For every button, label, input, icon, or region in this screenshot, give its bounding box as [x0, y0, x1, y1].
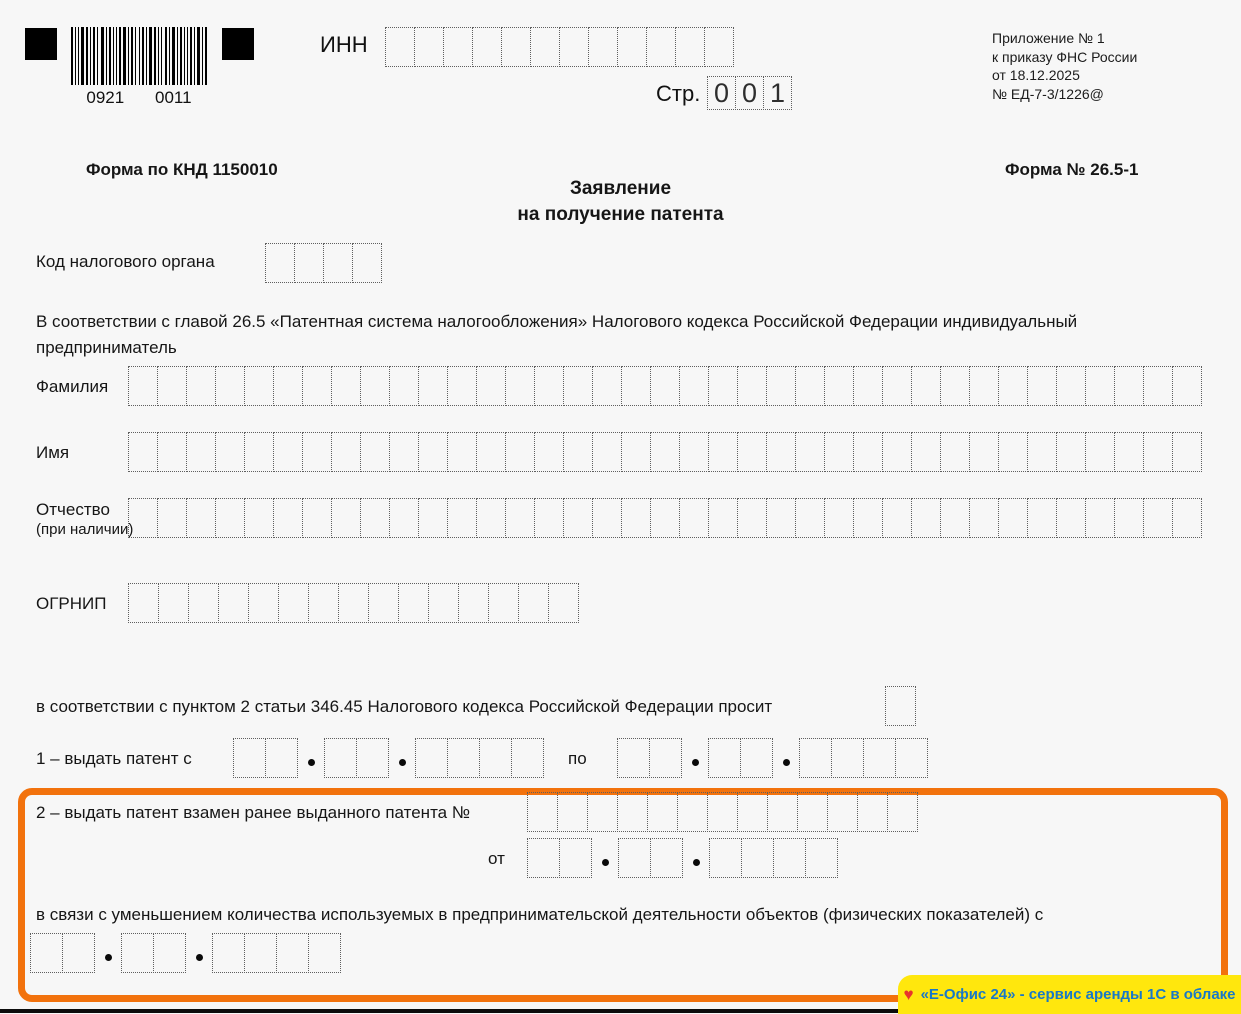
character-cell[interactable]	[863, 738, 896, 778]
character-cell[interactable]	[360, 498, 390, 538]
character-cell[interactable]	[805, 838, 838, 878]
character-cell[interactable]	[323, 243, 353, 283]
character-cell[interactable]	[650, 498, 680, 538]
character-cell[interactable]	[1114, 432, 1144, 472]
appendix-line-2: к приказу ФНС России	[992, 48, 1138, 65]
character-cell[interactable]	[273, 432, 303, 472]
character-cell[interactable]	[1172, 432, 1202, 472]
character-cell[interactable]	[1114, 366, 1144, 406]
character-cell[interactable]	[557, 792, 588, 832]
character-cell[interactable]	[418, 366, 448, 406]
character-cell[interactable]	[1114, 498, 1144, 538]
patronymic-label: Отчество	[36, 500, 110, 519]
character-cell[interactable]	[679, 432, 709, 472]
form-title-line-1: Заявление	[569, 178, 672, 199]
character-cell[interactable]	[853, 432, 883, 472]
character-cell[interactable]	[767, 792, 798, 832]
character-cell[interactable]	[338, 583, 369, 623]
character-cell[interactable]	[650, 366, 680, 406]
ogrnip-label: ОГРНИП	[36, 594, 107, 613]
character-cell[interactable]	[518, 583, 549, 623]
character-cell[interactable]	[799, 738, 832, 778]
character-cell[interactable]	[621, 432, 651, 472]
character-cell[interactable]	[389, 432, 419, 472]
character-cell[interactable]	[704, 27, 734, 67]
character-cell[interactable]	[418, 498, 448, 538]
character-cell[interactable]	[188, 583, 219, 623]
character-cell[interactable]	[592, 498, 622, 538]
barcode-digits-right: 0011	[155, 88, 192, 107]
form-title	[0, 176, 1241, 228]
reduction-date-field[interactable]	[30, 933, 341, 973]
character-cell[interactable]	[588, 27, 618, 67]
option1-label: 1 – выдать патент с	[36, 749, 192, 768]
character-cell[interactable]	[563, 366, 593, 406]
character-cell[interactable]	[308, 583, 339, 623]
character-cell[interactable]	[882, 432, 912, 472]
character-cell[interactable]	[940, 498, 970, 538]
character-cell[interactable]	[476, 432, 506, 472]
character-cell[interactable]	[853, 498, 883, 538]
character-cell[interactable]	[501, 27, 531, 67]
registration-mark-right	[222, 28, 254, 60]
character-cell[interactable]	[1143, 498, 1173, 538]
character-cell[interactable]	[244, 366, 274, 406]
character-cell[interactable]	[128, 583, 159, 623]
character-cell: 0	[735, 76, 764, 110]
patronymic-note: (при наличии)	[36, 521, 134, 538]
character-cell[interactable]	[511, 738, 544, 778]
character-cell[interactable]	[1056, 366, 1086, 406]
character-cell[interactable]	[534, 498, 564, 538]
character-cell[interactable]	[911, 366, 941, 406]
character-cell[interactable]	[773, 838, 806, 878]
registration-mark-left	[25, 28, 57, 60]
character-cell[interactable]	[186, 498, 216, 538]
option2-reason-text: в связи с уменьшением количества используемых в предпринимательской деятельности объектов (физических показателей) с	[36, 905, 1044, 924]
character-cell[interactable]	[737, 498, 767, 538]
date-separator-dot	[95, 933, 121, 973]
character-cell[interactable]	[737, 792, 768, 832]
patent-start-date-field[interactable]	[233, 738, 544, 778]
character-cell[interactable]	[215, 366, 245, 406]
character-cell[interactable]	[488, 583, 519, 623]
character-cell[interactable]	[824, 498, 854, 538]
character-cell[interactable]	[186, 432, 216, 472]
date-separator-dot	[683, 838, 709, 878]
character-cell[interactable]	[831, 738, 864, 778]
request-text: в соответствии с пунктом 2 статьи 346.45 Налогового кодекса Российской Федерации просит	[36, 697, 773, 716]
character-cell[interactable]	[1085, 498, 1115, 538]
character-cell[interactable]	[158, 583, 189, 623]
character-cell[interactable]	[418, 432, 448, 472]
character-cell[interactable]	[647, 792, 678, 832]
character-cell[interactable]	[128, 432, 158, 472]
character-cell[interactable]	[649, 738, 682, 778]
character-cell[interactable]	[617, 738, 650, 778]
option1-to-label: по	[568, 749, 587, 768]
date-separator-dot	[298, 738, 324, 778]
character-cell[interactable]	[853, 366, 883, 406]
form-title-line-2: на получение патента	[517, 204, 724, 225]
character-cell[interactable]	[969, 498, 999, 538]
character-cell[interactable]	[472, 27, 502, 67]
character-cell[interactable]	[331, 432, 361, 472]
character-cell[interactable]	[244, 498, 274, 538]
page-number-field	[707, 76, 792, 110]
character-cell[interactable]	[121, 933, 154, 973]
character-cell[interactable]	[360, 432, 390, 472]
appendix-line-4: № ЕД-7-3/1226@	[992, 85, 1104, 102]
character-cell[interactable]	[797, 792, 828, 832]
character-cell[interactable]	[737, 432, 767, 472]
character-cell[interactable]	[244, 933, 277, 973]
character-cell[interactable]	[618, 838, 651, 878]
character-cell[interactable]	[827, 792, 858, 832]
character-cell[interactable]	[617, 27, 647, 67]
request-code-field[interactable]	[885, 686, 916, 726]
character-cell[interactable]	[1056, 498, 1086, 538]
character-cell[interactable]	[534, 366, 564, 406]
character-cell[interactable]	[308, 933, 341, 973]
character-cell[interactable]	[824, 432, 854, 472]
character-cell[interactable]	[646, 27, 676, 67]
character-cell[interactable]	[650, 432, 680, 472]
first-name-field[interactable]	[128, 432, 1202, 472]
character-cell[interactable]	[415, 738, 448, 778]
character-cell[interactable]	[447, 432, 477, 472]
character-cell[interactable]	[677, 792, 708, 832]
character-cell[interactable]	[887, 792, 918, 832]
character-cell[interactable]	[276, 933, 309, 973]
character-cell[interactable]	[1085, 432, 1115, 472]
surname-field[interactable]	[128, 366, 1202, 406]
barcode	[71, 27, 207, 85]
character-cell[interactable]	[479, 738, 512, 778]
character-cell[interactable]	[708, 498, 738, 538]
character-cell[interactable]	[212, 933, 245, 973]
tax-authority-code-field[interactable]	[265, 243, 382, 283]
character-cell[interactable]	[527, 792, 558, 832]
character-cell[interactable]	[302, 366, 332, 406]
character-cell[interactable]	[505, 366, 535, 406]
character-cell[interactable]	[530, 27, 560, 67]
knd-form-label: Форма по КНД 1150010	[86, 160, 278, 179]
character-cell[interactable]	[302, 498, 332, 538]
character-cell[interactable]	[352, 243, 382, 283]
character-cell[interactable]	[534, 432, 564, 472]
character-cell[interactable]	[563, 432, 593, 472]
character-cell[interactable]	[766, 432, 796, 472]
character-cell[interactable]	[1085, 366, 1115, 406]
character-cell[interactable]	[737, 366, 767, 406]
character-cell[interactable]	[766, 366, 796, 406]
character-cell[interactable]	[278, 583, 309, 623]
character-cell[interactable]	[559, 27, 589, 67]
character-cell[interactable]	[998, 432, 1028, 472]
character-cell[interactable]	[447, 366, 477, 406]
heart-icon: ♥	[903, 984, 914, 1004]
character-cell[interactable]	[998, 498, 1028, 538]
appendix-line-1: Приложение № 1	[992, 30, 1105, 46]
character-cell[interactable]	[302, 432, 332, 472]
character-cell[interactable]	[1027, 366, 1057, 406]
character-cell[interactable]	[795, 498, 825, 538]
ogrnip-field[interactable]	[128, 583, 579, 623]
character-cell[interactable]	[621, 366, 651, 406]
character-cell[interactable]	[882, 366, 912, 406]
character-cell[interactable]	[273, 498, 303, 538]
character-cell[interactable]	[186, 366, 216, 406]
date-separator-dot	[186, 933, 212, 973]
character-cell[interactable]	[218, 583, 249, 623]
character-cell[interactable]	[1027, 432, 1057, 472]
character-cell[interactable]	[885, 686, 916, 726]
character-cell[interactable]	[157, 366, 187, 406]
character-cell[interactable]	[707, 792, 738, 832]
character-cell[interactable]	[215, 498, 245, 538]
intro-paragraph: В соответствии с главой 26.5 «Патентная система налогообложения» Налогового кодекса Российской Федерации индивидуальный предприниматель	[36, 312, 1078, 357]
character-cell[interactable]	[62, 933, 95, 973]
character-cell[interactable]	[157, 432, 187, 472]
character-cell[interactable]	[621, 498, 651, 538]
character-cell[interactable]	[679, 366, 709, 406]
character-cell[interactable]	[766, 498, 796, 538]
character-cell[interactable]	[428, 583, 459, 623]
character-cell[interactable]	[795, 432, 825, 472]
character-cell[interactable]	[1143, 432, 1173, 472]
character-cell[interactable]	[458, 583, 489, 623]
character-cell[interactable]	[324, 738, 357, 778]
character-cell[interactable]	[265, 243, 295, 283]
character-cell[interactable]	[153, 933, 186, 973]
barcode-digits-left: 0921	[86, 88, 125, 107]
character-cell[interactable]	[679, 498, 709, 538]
character-cell[interactable]	[447, 498, 477, 538]
character-cell[interactable]	[708, 738, 741, 778]
character-cell[interactable]	[265, 738, 298, 778]
inn-field[interactable]	[385, 27, 734, 67]
character-cell[interactable]	[548, 583, 579, 623]
character-cell[interactable]	[356, 738, 389, 778]
character-cell[interactable]	[398, 583, 429, 623]
character-cell[interactable]	[911, 498, 941, 538]
surname-label: Фамилия	[36, 377, 109, 396]
character-cell[interactable]	[1172, 366, 1202, 406]
character-cell[interactable]	[795, 366, 825, 406]
character-cell: 0	[707, 76, 736, 110]
character-cell[interactable]	[740, 738, 773, 778]
character-cell[interactable]	[911, 432, 941, 472]
character-cell[interactable]	[969, 432, 999, 472]
patent-end-date-field[interactable]	[617, 738, 928, 778]
character-cell[interactable]	[360, 366, 390, 406]
character-cell[interactable]	[385, 27, 415, 67]
character-cell[interactable]	[708, 366, 738, 406]
character-cell[interactable]	[505, 498, 535, 538]
character-cell[interactable]	[476, 498, 506, 538]
character-cell[interactable]	[331, 366, 361, 406]
inn-label: ИНН	[320, 32, 368, 57]
character-cell[interactable]	[824, 366, 854, 406]
character-cell[interactable]	[563, 498, 593, 538]
character-cell[interactable]	[233, 738, 266, 778]
character-cell[interactable]	[476, 366, 506, 406]
character-cell[interactable]	[857, 792, 888, 832]
character-cell[interactable]	[1056, 432, 1086, 472]
character-cell[interactable]	[443, 27, 473, 67]
eoffice24-promo-badge[interactable]	[898, 975, 1241, 1014]
option2-label: 2 – выдать патент взамен ранее выданного патента №	[36, 803, 471, 822]
appendix-reference	[992, 29, 1137, 103]
character-cell[interactable]	[709, 838, 742, 878]
tax-authority-code-label: Код налогового органа	[36, 252, 215, 271]
character-cell[interactable]	[248, 583, 279, 623]
character-cell[interactable]	[940, 432, 970, 472]
character-cell[interactable]	[1172, 498, 1202, 538]
form-number-label: Форма № 26.5-1	[1005, 160, 1139, 179]
character-cell[interactable]	[998, 366, 1028, 406]
date-separator-dot	[682, 738, 708, 778]
character-cell[interactable]	[505, 432, 535, 472]
character-cell[interactable]	[741, 838, 774, 878]
character-cell[interactable]	[895, 738, 928, 778]
character-cell[interactable]	[617, 792, 648, 832]
character-cell[interactable]	[128, 366, 158, 406]
character-cell[interactable]	[273, 366, 303, 406]
character-cell[interactable]	[244, 432, 274, 472]
character-cell[interactable]	[708, 432, 738, 472]
previous-patent-number-field[interactable]	[527, 792, 918, 832]
character-cell[interactable]	[1143, 366, 1173, 406]
date-separator-dot	[592, 838, 618, 878]
character-cell[interactable]	[294, 243, 324, 283]
page-number-label: Стр.	[656, 81, 701, 106]
character-cell[interactable]	[675, 27, 705, 67]
barcode-digits	[71, 88, 207, 108]
patronymic-field[interactable]	[128, 498, 1202, 538]
character-cell[interactable]	[447, 738, 480, 778]
character-cell[interactable]	[389, 498, 419, 538]
character-cell[interactable]	[128, 498, 158, 538]
option2-from-label: от	[488, 849, 505, 868]
previous-patent-date-field[interactable]	[527, 838, 838, 878]
promo-badge-text: «Е-Офис 24» - сервис аренды 1С в облаке	[920, 986, 1236, 1003]
date-separator-dot	[773, 738, 799, 778]
character-cell: 1	[763, 76, 792, 110]
first-name-label: Имя	[36, 443, 70, 462]
character-cell[interactable]	[882, 498, 912, 538]
character-cell[interactable]	[559, 838, 592, 878]
character-cell[interactable]	[414, 27, 444, 67]
date-separator-dot	[389, 738, 415, 778]
character-cell[interactable]	[389, 366, 419, 406]
character-cell[interactable]	[215, 432, 245, 472]
character-cell[interactable]	[331, 498, 361, 538]
character-cell[interactable]	[527, 838, 560, 878]
character-cell[interactable]	[592, 366, 622, 406]
character-cell[interactable]	[969, 366, 999, 406]
character-cell[interactable]	[592, 432, 622, 472]
character-cell[interactable]	[30, 933, 63, 973]
character-cell[interactable]	[368, 583, 399, 623]
appendix-line-3: от 18.12.2025	[992, 67, 1080, 83]
character-cell[interactable]	[1027, 498, 1057, 538]
character-cell[interactable]	[940, 366, 970, 406]
character-cell[interactable]	[157, 498, 187, 538]
character-cell[interactable]	[587, 792, 618, 832]
character-cell[interactable]	[650, 838, 683, 878]
